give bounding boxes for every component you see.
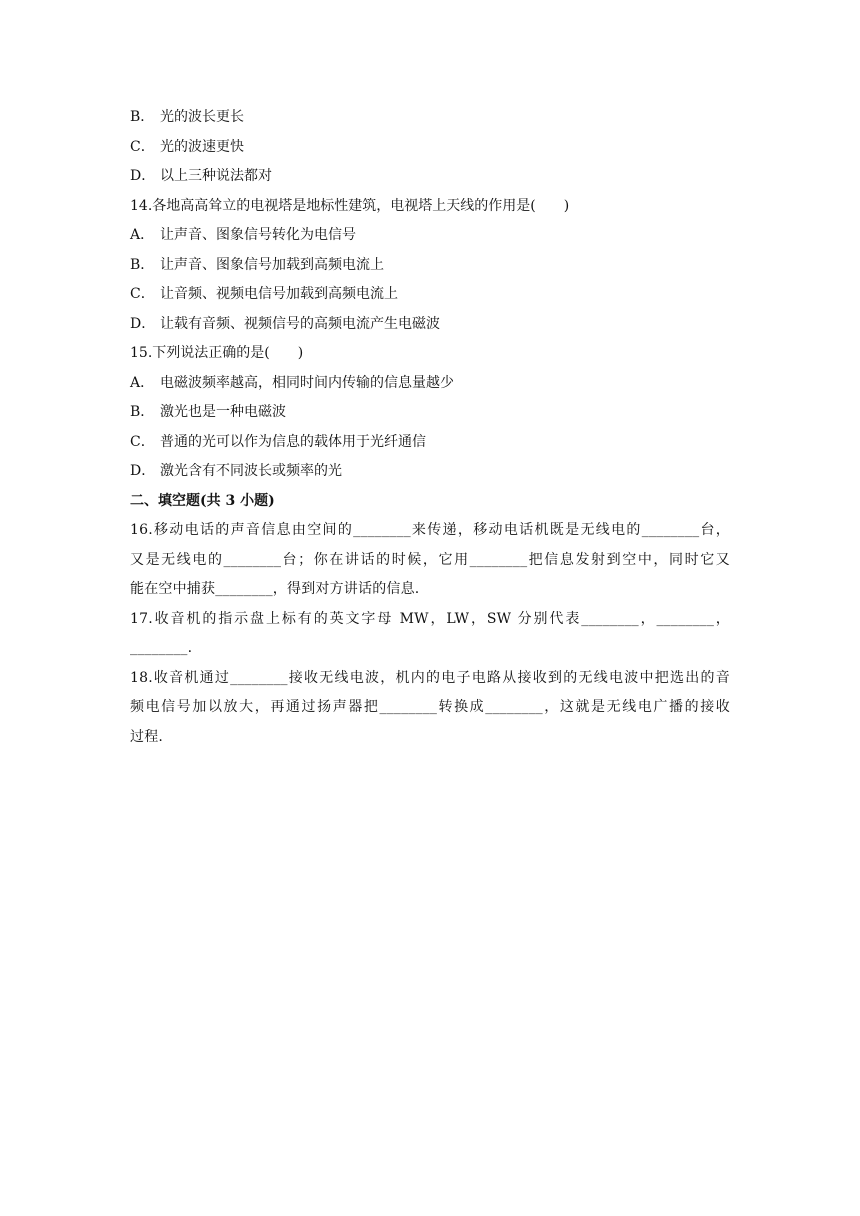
option-letter: C．	[130, 286, 155, 302]
q14-option-c	[130, 280, 730, 310]
option-text: 电磁波频率越高，相同时间内传输的信息量越少	[160, 374, 454, 391]
q18-line-3: 过程.	[130, 728, 164, 745]
option-text: 光的波长更长	[160, 109, 244, 125]
option-letter: C．	[130, 138, 155, 155]
option-letter: A．	[130, 374, 155, 391]
q16-line-3: 能在空中捕获________，得到对方讲话的信息.	[130, 581, 420, 597]
option-text: 激光含有不同波长或频率的光	[160, 463, 342, 479]
option-letter: C．	[130, 433, 155, 450]
q14-option-d	[130, 310, 730, 340]
q13-option-d	[130, 162, 730, 192]
q18-line-2: 频电信号加以放大，再通过扬声器把________转换成________，这就是无线电广播的接收	[130, 699, 730, 715]
q17-line-2: ________.	[130, 640, 193, 656]
option-text: 以上三种说法都对	[160, 168, 272, 184]
q13-option-b	[130, 103, 730, 133]
q15-stem: 15.下列说法正确的是( )	[130, 345, 304, 361]
option-letter: D．	[130, 463, 156, 479]
q15-option-b	[130, 398, 730, 428]
q14-option-b	[130, 251, 730, 281]
option-text: 普通的光可以作为信息的载体用于光纤通信	[160, 433, 426, 450]
question-13-options	[130, 103, 730, 192]
option-text: 让声音、图象信号加载到高频电流上	[160, 256, 384, 273]
q16-line-2: 又是无线电的________台；你在讲话的时候，它用________把信息发射到空中，同时它又	[130, 551, 730, 568]
document-page	[130, 103, 730, 752]
q14-option-a	[130, 221, 730, 251]
question-17	[130, 605, 730, 664]
q18-line-1: 18.收音机通过________接收无线电波，机内的电子电路从接收到的无线电波中把选出的音	[130, 669, 730, 686]
option-text: 让音频、视频电信号加载到高频电流上	[160, 286, 398, 302]
option-text: 让载有音频、视频信号的高频电流产生电磁波	[160, 315, 440, 332]
section-heading-fill-in: 二、填空题(共 3 小题)	[130, 492, 275, 509]
question-18	[130, 664, 730, 753]
question-16	[130, 516, 730, 605]
option-letter: B．	[130, 404, 155, 420]
option-text: 光的波速更快	[160, 138, 244, 155]
q15-option-c	[130, 428, 730, 458]
q14-stem: 14.各地高高耸立的电视塔是地标性建筑，电视塔上天线的作用是( )	[130, 197, 570, 214]
q13-option-c	[130, 133, 730, 163]
option-letter: B．	[130, 256, 155, 273]
q16-line-1: 16.移动电话的声音信息由空间的________来传递，移动电话机既是无线电的________台，	[130, 522, 730, 538]
option-letter: B．	[130, 109, 155, 125]
q17-line-1: 17.收音机的指示盘上标有的英文字母 MW，LW，SW 分别代表________，________，	[130, 610, 730, 627]
option-text: 激光也是一种电磁波	[160, 404, 286, 420]
q15-option-a	[130, 369, 730, 399]
option-letter: D．	[130, 168, 156, 184]
option-letter: D．	[130, 315, 156, 332]
option-text: 让声音、图象信号转化为电信号	[160, 227, 356, 243]
question-15	[130, 339, 730, 487]
option-letter: A．	[130, 227, 155, 243]
question-14	[130, 192, 730, 340]
q15-option-d	[130, 457, 730, 487]
